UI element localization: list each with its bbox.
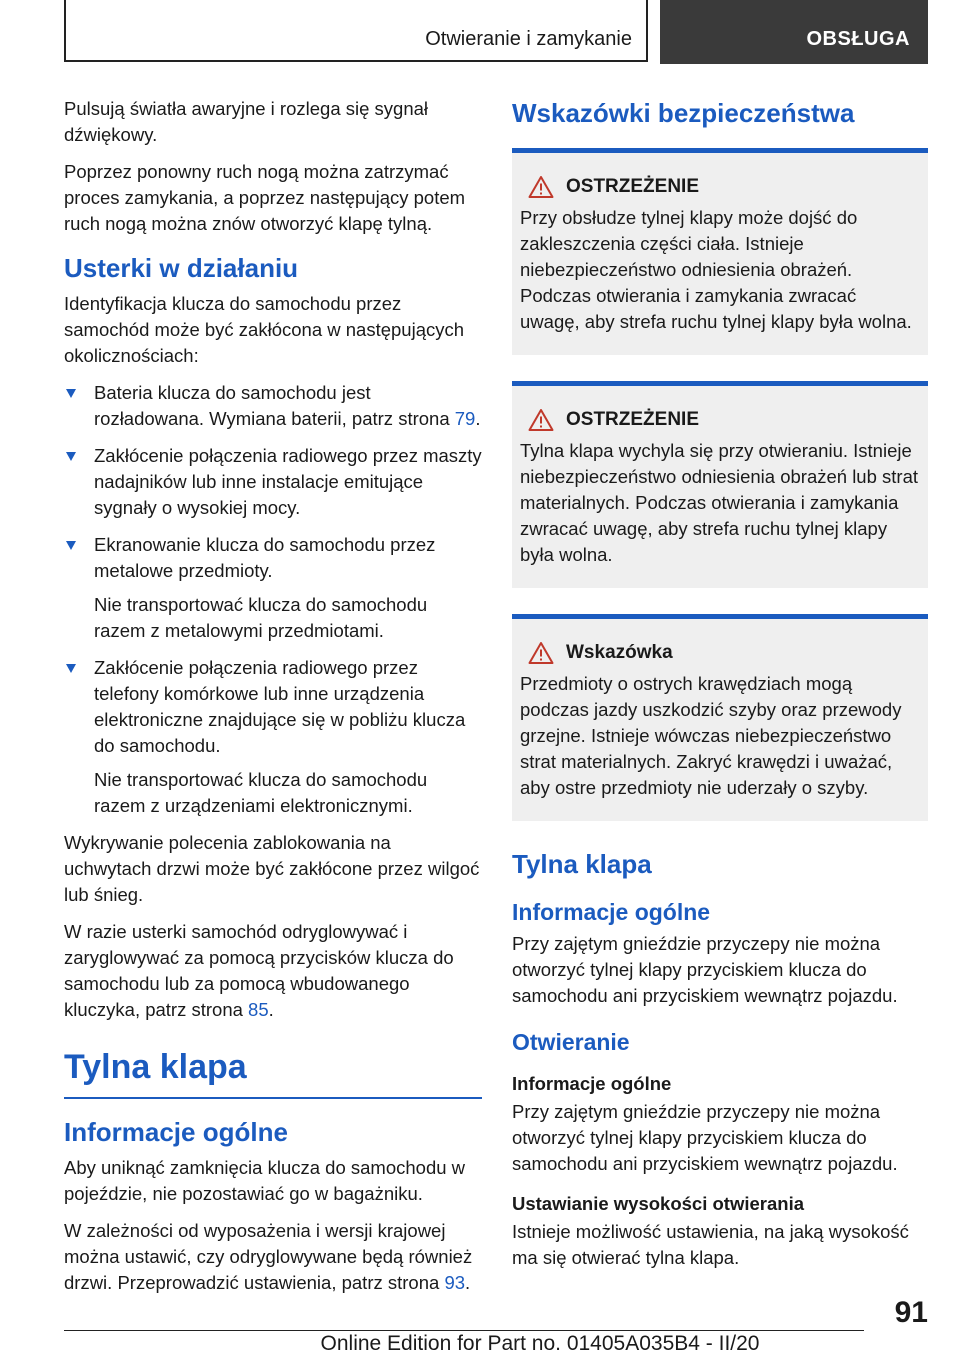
- page-link[interactable]: 93: [444, 1272, 466, 1293]
- list-item-subtext: Nie transportować klucza do samochodu razem z urządzeniami elektronicznymi.: [94, 769, 428, 816]
- triangle-bullet-icon: [66, 389, 76, 398]
- malfunction-heading: Usterki w działaniu: [64, 253, 299, 283]
- list-item-text: Bateria klucza do samochodu jest rozładowana. Wymiana baterii, patrz strona 79.: [94, 382, 481, 429]
- general-info-heading: Informacje ogólne: [512, 899, 711, 925]
- left-column: [64, 96, 482, 1307]
- list-item-text: Zakłócenie połączenia radiowego przez maszty nadajników lub inne instalacje emitujące sygnały o wysokiej mocy.: [94, 445, 482, 518]
- safety-heading: Wskazówki bezpieczeństwa: [512, 98, 855, 128]
- chapter-title: OBSŁUGA: [806, 28, 910, 50]
- page-number: 91: [894, 1296, 928, 1329]
- warning-triangle-icon: [528, 408, 554, 432]
- tailgate-heading: Tylna klapa: [512, 849, 652, 879]
- height-paragraph: Istnieje możliwość ustawienia, na jaką wysokość ma się otwierać tylna klapa.: [512, 1221, 909, 1268]
- edition-footer: Online Edition for Part no. 01405A035B4 - II/20: [320, 1332, 760, 1355]
- warning-header: [520, 175, 920, 199]
- list-item: [64, 655, 482, 819]
- triangle-bullet-icon: [66, 664, 76, 673]
- fault-paragraph: W razie usterki samochód odryglowywać i zaryglowywać za pomocą przycisków klucza do samochodu lub za pomocą wbudowanego kluczyka, patrz strona 85.: [64, 921, 454, 1020]
- triangle-bullet-icon: [66, 541, 76, 550]
- note-header: [520, 641, 920, 665]
- opening-heading: Otwieranie: [512, 1029, 630, 1055]
- warning-text: Tylna klapa wychyla się przy otwieraniu. Istnieje niebezpieczeństwo odniesienia obrażeń lub strat materialnych. Podczas otwierania i zamykania zwracać uwagę, aby strefa ruchu tylnej klapy była wolna.: [520, 440, 919, 565]
- height-subheading: Ustawianie wysokości otwierania: [512, 1193, 804, 1214]
- list-item-text: Zakłócenie połączenia radiowego przez telefony komórkowe lub inne urządzenia elektroniczne znajdujące się w pobliżu klucza do samochodu.: [94, 657, 466, 756]
- intro-paragraph-1: Pulsują światła awaryjne i rozlega się sygnał dźwiękowy.: [64, 98, 429, 145]
- page-link[interactable]: 85: [248, 999, 269, 1020]
- warning-box: [512, 148, 928, 355]
- page-header: [64, 0, 928, 64]
- warning-title: OSTRZEŻENIE: [566, 409, 700, 430]
- note-text: Przedmioty o ostrych krawędziach mogą podczas jazdy uszkodzić szyby oraz przewody grzejne. Istnieje wówczas niebezpieczeństwo strat materialnych. Zakryć krawędzi i uważać, aby ostre przedmioty nie uderzały o szyby.: [520, 673, 902, 798]
- triangle-bullet-icon: [66, 452, 76, 461]
- heading-divider: [64, 1097, 482, 1099]
- warning-header: [520, 408, 920, 432]
- warning-box: [512, 381, 928, 588]
- note-box: [512, 614, 928, 821]
- footer-divider: [64, 1330, 864, 1331]
- detect-paragraph: Wykrywanie polecenia zablokowania na uchwytach drzwi może być zakłócone przez wilgoć lub śnieg.: [64, 832, 480, 905]
- warning-triangle-icon: [528, 641, 554, 665]
- warning-title: OSTRZEŻENIE: [566, 176, 700, 197]
- opening-subheading: Informacje ogólne: [512, 1073, 672, 1094]
- note-title: Wskazówka: [566, 642, 673, 663]
- intro-paragraph-2: Poprzez ponowny ruch nogą można zatrzymać proces zamykania, a poprzez następujący potem ruch nogą można znów otworzyć klapę tylną.: [64, 161, 466, 234]
- list-item-text: Ekranowanie klucza do samochodu przez metalowe przedmioty.: [94, 534, 436, 581]
- malfunction-list: [64, 380, 482, 819]
- opening-paragraph: Przy zajętym gnieździe przyczepy nie można otworzyć tylnej klapy przyciskiem klucza do samochodu ani przyciskiem wewnątrz pojazdu.: [512, 1101, 898, 1174]
- malfunction-paragraph: Identyfikacja klucza do samochodu przez samochód może być zakłócona w następujących okolicznościach:: [64, 293, 465, 366]
- general-paragraph-1: Aby uniknąć zamknięcia klucza do samochodu w pojeździe, nie pozostawiać go w bagażniku.: [64, 1157, 466, 1204]
- general-paragraph-2: W zależności od wyposażenia i wersji krajowej można ustawić, czy odryglowywane będą również drzwi. Przeprowadzić ustawienia, patrz strona 93.: [64, 1220, 473, 1293]
- tailgate-main-heading: Tylna klapa: [64, 1048, 247, 1086]
- warning-triangle-icon: [528, 175, 554, 199]
- page-link[interactable]: 79: [454, 408, 476, 429]
- section-tab: [64, 0, 648, 62]
- general-paragraph: Przy zajętym gnieździe przyczepy nie można otworzyć tylnej klapy przyciskiem klucza do samochodu ani przyciskiem wewnątrz pojazdu.: [512, 933, 898, 1006]
- right-column: [512, 96, 928, 1282]
- list-item: [64, 532, 482, 644]
- list-item: [64, 380, 482, 432]
- warning-text: Przy obsłudze tylnej klapy może dojść do zakleszczenia części ciała. Istnieje niebezpieczeństwo odniesienia obrażeń. Podczas otwierania i zamykania zwracać uwagę, aby strefa ruchu tylnej klapy była wolna.: [520, 207, 912, 332]
- chapter-tab: [660, 0, 928, 64]
- list-item: [64, 443, 482, 521]
- list-item-subtext: Nie transportować klucza do samochodu razem z metalowymi przedmiotami.: [94, 594, 428, 641]
- section-title: Otwieranie i zamykanie: [425, 28, 632, 50]
- general-info-heading: Informacje ogólne: [64, 1117, 288, 1147]
